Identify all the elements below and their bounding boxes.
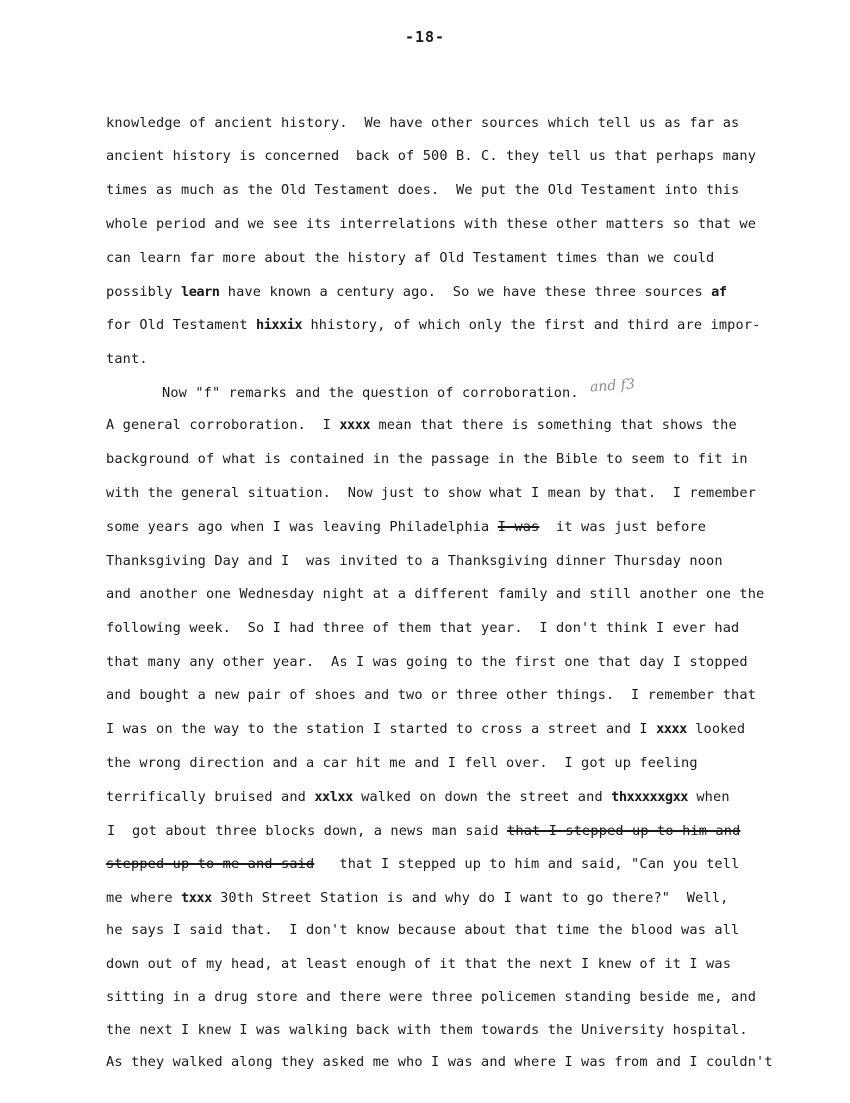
text-line xyxy=(106,921,739,939)
text-line xyxy=(106,552,723,570)
text-segment: me where xyxy=(106,890,182,906)
text-line xyxy=(106,114,739,132)
text-line xyxy=(106,181,739,199)
text-segment: mean that there is something that shows the xyxy=(370,417,737,433)
text-segment: I was on the way to the station I started to cross a street and I xyxy=(106,721,657,737)
xed-out-text: learn xyxy=(181,284,220,300)
text-segment: Thanksgiving Day and I was invited to a Thanksgiving dinner Thursday noon xyxy=(106,553,723,569)
text-segment: times as much as the Old Testament does. We put the Old Testament into this xyxy=(106,182,740,198)
text-line xyxy=(106,754,698,772)
text-line xyxy=(106,316,761,334)
text-line xyxy=(106,450,748,468)
text-segment: and another one Wednesday night at a different family and still another one the xyxy=(106,586,765,602)
text-line xyxy=(106,988,756,1006)
struck-text: stepped up to me and said xyxy=(106,856,315,872)
text-line xyxy=(106,1021,748,1039)
text-segment: walked on down the street and xyxy=(352,789,612,805)
text-segment: the next I knew I was walking back with them towards the University hospital. xyxy=(106,1022,748,1038)
text-segment: down out of my head, at least enough of it that the next I knew of it I was xyxy=(106,956,732,972)
text-segment: he says I said that. I don't know because about that time the blood was all xyxy=(106,922,740,938)
text-segment: terrifically bruised and xyxy=(106,789,315,805)
text-line xyxy=(106,788,730,806)
text-line xyxy=(106,1053,773,1071)
text-segment: background of what is contained in the passage in the Bible to seem to fit in xyxy=(106,451,748,467)
text-line xyxy=(106,283,727,301)
text-line xyxy=(106,249,714,267)
text-line xyxy=(106,720,745,738)
text-segment: with the general situation. Now just to show what I mean by that. I remember xyxy=(106,485,757,501)
handwritten-annotation: and f3 xyxy=(589,376,636,396)
text-segment: when xyxy=(687,789,730,805)
text-segment: A general corroboration. I xyxy=(106,417,340,433)
text-segment: whole period and we see its interrelations with these other matters so that we xyxy=(106,216,757,232)
text-line xyxy=(162,384,579,402)
xed-out-text: hixxix xyxy=(256,317,303,333)
text-line xyxy=(107,822,740,840)
text-line xyxy=(106,653,748,671)
text-line xyxy=(106,955,731,973)
text-segment: sitting in a drug store and there were three policemen standing beside me, and xyxy=(106,989,757,1005)
text-line xyxy=(106,518,706,536)
text-segment: some years ago when I was leaving Philadelphia xyxy=(106,519,498,535)
text-segment: the wrong direction and a car hit me and I fell over. I got up feeling xyxy=(106,755,698,771)
struck-text: I was xyxy=(497,519,540,535)
text-segment: looked xyxy=(686,721,746,737)
text-segment: tant. xyxy=(106,351,148,367)
text-segment: can learn far more about the history af Old Testament times than we could xyxy=(106,250,715,266)
text-segment: Now "f" remarks and the question of corroboration. xyxy=(162,385,579,401)
text-segment: ancient history is concerned back of 500 B. C. they tell us that perhaps many xyxy=(106,148,757,164)
text-segment: As they walked along they asked me who I was and where I was from and I couldn't xyxy=(106,1054,773,1070)
text-line xyxy=(106,889,728,907)
text-line xyxy=(106,215,756,233)
text-segment: possibly xyxy=(106,284,182,300)
xed-out-text: af xyxy=(711,284,727,300)
text-line xyxy=(106,585,764,603)
text-line xyxy=(106,484,756,502)
text-line xyxy=(106,350,148,368)
text-segment: hhistory, of which only the first and third are impor- xyxy=(302,317,761,333)
text-line xyxy=(106,855,739,873)
text-line xyxy=(106,416,737,434)
struck-text: that I stepped up to him and xyxy=(507,823,741,839)
text-segment: 30th Street Station is and why do I want to go there?" Well, xyxy=(211,890,729,906)
text-line xyxy=(106,147,756,165)
page-number: -18- xyxy=(404,28,446,46)
text-segment: I got about three blocks down, a news man said xyxy=(107,823,508,839)
text-line xyxy=(106,619,739,637)
text-segment: that I stepped up to him and said, "Can you tell xyxy=(314,856,740,872)
text-segment: it was just before xyxy=(539,519,707,535)
xed-out-text: txxx xyxy=(181,890,212,906)
text-segment: knowledge of ancient history. We have other sources which tell us as far as xyxy=(106,115,740,131)
xed-out-text: xxlxx xyxy=(314,789,353,805)
text-segment: and bought a new pair of shoes and two or three other things. I remember that xyxy=(106,687,757,703)
text-segment: have known a century ago. So we have these three sources xyxy=(219,284,712,300)
text-segment: for Old Testament xyxy=(106,317,257,333)
xed-out-text: thxxxxxgxx xyxy=(611,789,688,805)
text-line xyxy=(106,686,756,704)
xed-out-text: xxxx xyxy=(656,721,687,737)
xed-out-text: xxxx xyxy=(339,417,371,433)
text-segment: that many any other year. As I was going to the first one that day I stopped xyxy=(106,654,748,670)
text-segment: following week. So I had three of them that year. I don't think I ever had xyxy=(106,620,740,636)
